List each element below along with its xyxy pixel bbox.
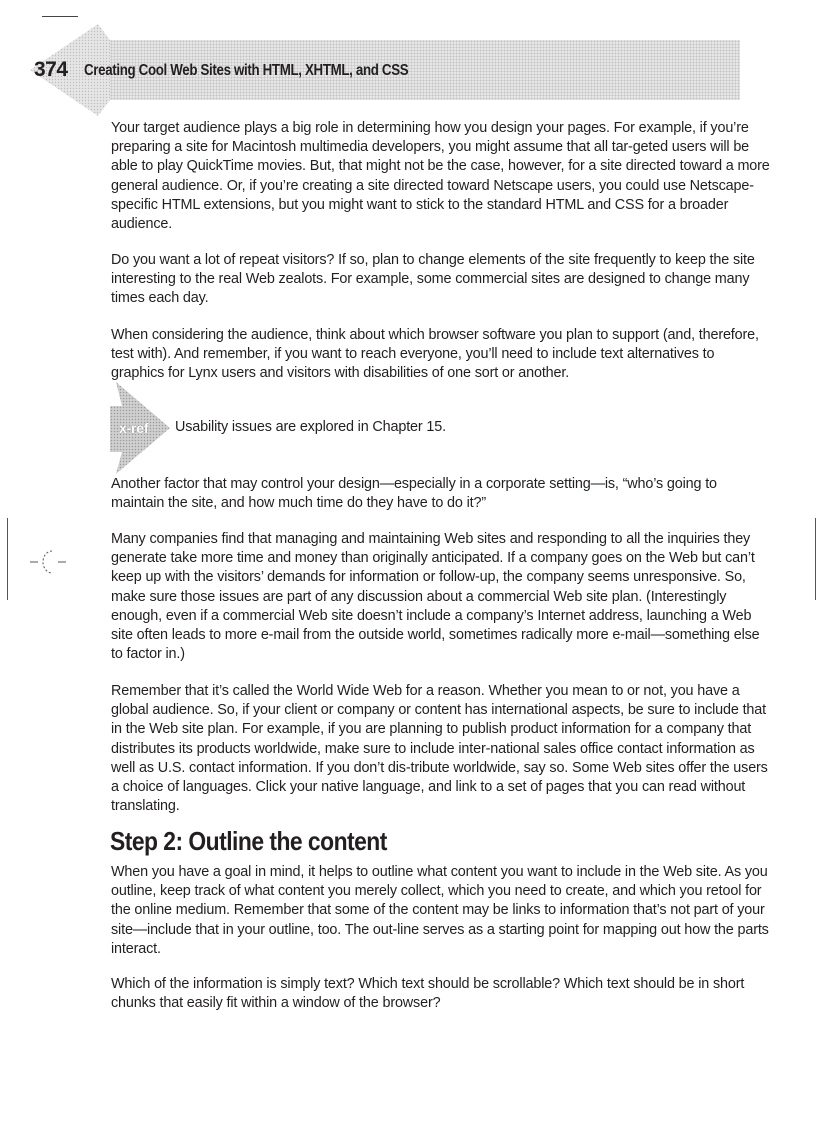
paragraph: When considering the audience, think about which browser software you plan to support (and, therefore, test with). And remember, if you want to reach everyone, you’ll need to include text alternatives to graphics for Lynx users and visitors with disabilities of one sort or another. (111, 327, 759, 382)
running-title: Creating Cool Web Sites with HTML, XHTML, and CSS (84, 62, 409, 79)
section-heading: Step 2: Outline the content (110, 826, 387, 856)
paragraph: Which of the information is simply text? Which text should be scrollable? Which text should be in short chunks that easily fit within a window of the browser? (111, 976, 745, 1012)
crop-mark-left (7, 518, 8, 600)
paragraph: Your target audience plays a big role in determining how you design your pages. For example, if you’re preparing a site for Macintosh multimedia developers, you might assume that all tar-geted users will be able to play QuickTime movies. But, that might not be the case, however, for a site directed toward a more general audience. Or, if you’re creating a site directed toward Netscape users, you could use Netscape-specific HTML extensions, but you might want to stick to the standard HTML and CSS for a broader audience. (111, 120, 770, 233)
page-number: 374 (34, 58, 68, 81)
paragraph: Do you want a lot of repeat visitors? If so, plan to change elements of the site frequently to keep the site interesting to the real Web zealots. For example, some commercial sites are designed to change many times each day. (111, 252, 755, 307)
xref-label: x-ref (119, 420, 149, 436)
paragraph: When you have a goal in mind, it helps to outline what content you want to include in the Web site. As you outline, keep track of what content you merely collect, which you need to create, and which you retool for the online medium. Remember that some of the content may be links to information that’s not part of your site—include that in your outline, too. The out-line serves as a starting point for mapping out how the parts interact. (111, 864, 769, 957)
crop-mark-top (42, 16, 78, 17)
paragraph: Many companies find that managing and maintaining Web sites and responding to all the inquiries they generate take more time and money than originally anticipated. If a company goes on the Web but can’t keep up with the visitors’ demands for information or follow-up, the company seems unresponsive. So, make sure those issues are part of any discussion about a commercial Web site plan. (Interestingly enough, even if a commercial Web site doesn’t include a company’s Internet address, launching a Web site often leads to more e-mail from the outside world, sometimes radically more e-mail—something else to factor in.) (111, 531, 760, 663)
paragraph: Another factor that may control your design—especially in a corporate setting—is, “who’s going to maintain the site, and how much time do they have to do it?” (111, 476, 717, 512)
xref-text: Usability issues are explored in Chapter 15. (175, 419, 446, 435)
registration-mark-icon (30, 548, 66, 576)
paragraph: Remember that it’s called the World Wide Web for a reason. Whether you mean to or not, you have a global audience. So, if your client or company or content has international aspects, be sure to include that in the Web site plan. For example, if you are planning to publish product information for a company that distributes its products worldwide, make sure to include inter-national sales office contact information as well as U.S. contact information. If you don’t dis-tribute worldwide, say so. Some Web sites offer the users a choice of languages. Click your native language, and link to a set of pages that you can read without translating. (111, 683, 768, 815)
